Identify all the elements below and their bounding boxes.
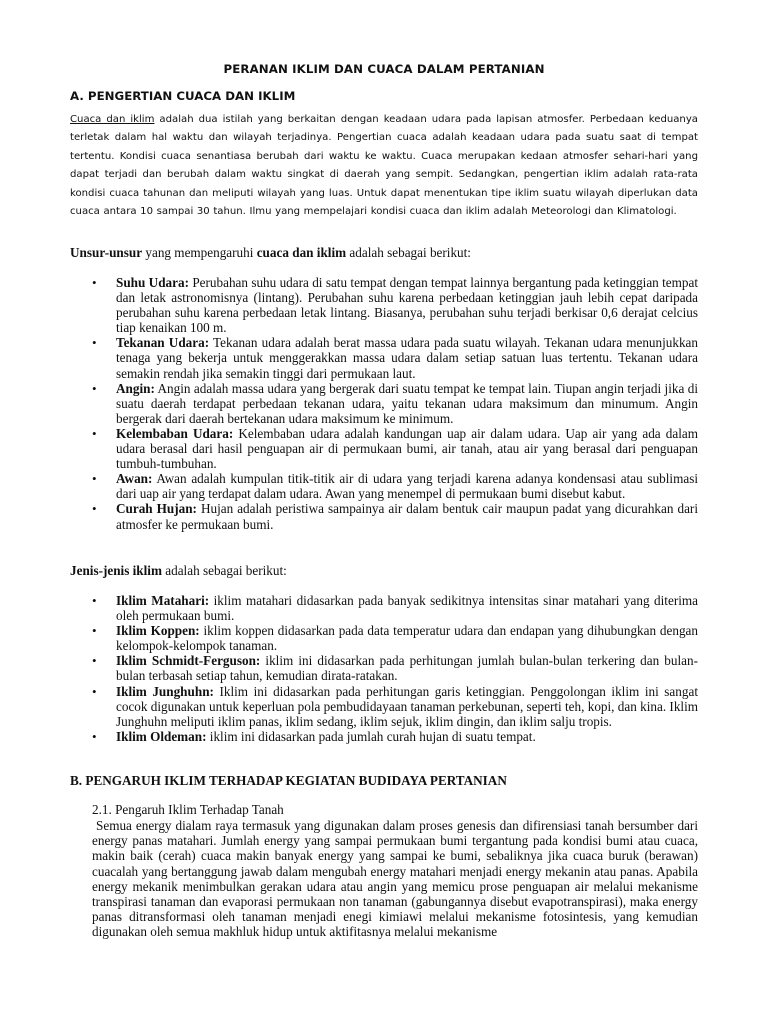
unsur-lead-bold: Unsur-unsur [70, 245, 143, 260]
jenis-lead [70, 563, 698, 578]
subsection-body: Semua energy dialam raya termasuk yang digunakan dalam proses genesis dan difirensiasi tanah bersumber dari energy panas matahari. Jumlah energy yang sampai permukaan bumi tergantung pada kondisi bumi atau cuaca, makin baik (cerah) cuaca makin banyak energy yang sampai ke bumi, sebaliknya jika cuaca buruk (berawan) cuacalah yang bertanggung jawab dalam mengubah energy matahari menjadi energy mekanin atau panas. Apabila energy mekanik menimbulkan gerakan udara atau angin yang memicu prose penguapan air melalui mekanisme transpirasi tanaman dan evaporasi permukaan non tanaman (gabungannya disebut evapotranspirasi), maka energy panas ditransformasi oleh tanaman menjadi enegi kimiawi melalui mekanisme fotosintesis, yang kemudian digunakan oleh semua makhluk hidup untuk aktifitasnya melalui mekanisme [92, 818, 698, 940]
list-item [116, 593, 698, 623]
jenis-lead-bold: Jenis-jenis iklim [70, 563, 162, 578]
unsur-lead-bold2: cuaca dan iklim [256, 245, 347, 260]
intro-paragraph [70, 111, 698, 221]
list-item [116, 381, 698, 426]
item-term: Tekanan Udara: [116, 335, 210, 351]
unsur-list [116, 275, 698, 532]
item-term: Iklim Matahari: [116, 593, 210, 608]
page-title: PERANAN IKLIM DAN CUACA DALAM PERTANIAN [223, 62, 545, 76]
item-text: iklim ini didasarkan pada jumlah curah hujan di suatu tempat. [206, 728, 536, 744]
item-text: iklim koppen didasarkan pada data temperatur udara dan endapan yang dihubungkan dengan kelompok-kelompok tanaman. [116, 623, 698, 654]
subsection-heading: 2.1. Pengaruh Iklim Terhadap Tanah [92, 802, 284, 817]
unsur-lead [70, 245, 698, 260]
item-text: Tekanan udara adalah berat massa udara pada suatu wilayah. Tekanan udara menunjukkan tenaga yang bekerja untuk menggerakkan massa udara dalam setiap satuan luas tertentu. Tekanan udara semakin rendah jika semakin tinggi dari permukaan laut. [116, 335, 698, 381]
intro-text: adalah dua istilah yang berkaitan dengan keadaan udara pada lapisan atmosfer. Perbedaan keduanya terletak dalam hal waktu dan wilayah terjadinya. Pengertian cuaca adalah keadaan udara pada suatu saat di tempat tertentu. Kondisi cuaca senantiasa berubah dari waktu ke waktu. Cuaca merupakan kedaan atmosfer sehari-hari yang dapat terjadi dan berubah dalam waktu singkat di daerah yang sempit. Sedangkan, pengertian iklim adalah rata-rata kondisi cuaca tahunan dan meliputi wilayah yang luas. Untuk dapat menentukan tipe iklim suatu wilayah diperlukan data cuaca antara 10 sampai 30 tahun. Ilmu yang mempelajari kondisi cuaca dan iklim adalah Meteorologi dan Klimatologi. [70, 114, 698, 218]
intro-term: Cuaca dan iklim [70, 114, 155, 125]
item-term: Iklim Oldeman: [116, 728, 207, 744]
item-text: iklim matahari didasarkan pada banyak sedikitnya intensitas sinar matahari yang diterima oleh permukaan bumi. [116, 593, 698, 624]
item-term: Curah Hujan: [116, 501, 197, 517]
item-text: Awan adalah kumpulan titik-titik air di udara yang terjadi karena adanya kondensasi atau sublimasi dari uap air yang terdapat dalam udara. Awan yang menempel di permukaan bumi disebut kabut. [116, 471, 698, 502]
list-item [116, 729, 698, 744]
list-item [116, 471, 698, 501]
item-term: Iklim Koppen: [116, 623, 200, 639]
item-text: Angin adalah massa udara yang bergerak dari suatu tempat ke tempat lain. Tiupan angin terjadi jika di suatu daerah terdapat perbedaan tekanan udara, yaitu tekanan udara maksimum dan minumum. Angin bergerak dari daerah bertekanan udara maksimum ke minimum. [116, 380, 698, 426]
section-b-heading: B. PENGARUH IKLIM TERHADAP KEGIATAN BUDIDAYA PERTANIAN [70, 773, 507, 788]
item-term: Iklim Schmidt-Ferguson: [116, 653, 261, 669]
item-text: Perubahan suhu udara di satu tempat dengan tempat lainnya bergantung pada ketinggian tempat dan letak astronomisnya (lintang). Perubahan suhu karena perbedaan ketinggian jauh lebih cepat daripada perubahan suhu karena perbedaan letak lintang. Biasanya, perubahan suhu terjadi berkisar 0,6 derajat celcius tiap kenaikan 100 m. [116, 275, 698, 336]
item-text: Hujan adalah peristiwa sampainya air dalam bentuk cair maupun padat yang dicurahkan dari atmosfer ke permukaan bumi. [116, 501, 698, 532]
jenis-list [116, 593, 698, 744]
item-term: Iklim Junghuhn: [116, 683, 214, 699]
section-a-heading: A. PENGERTIAN CUACA DAN IKLIM [70, 89, 296, 103]
unsur-lead-mid: yang mempengaruhi [142, 245, 257, 260]
item-term: Kelembaban Udara: [116, 425, 234, 441]
list-item [116, 684, 698, 729]
item-text: Kelembaban udara adalah kandungan uap air dalam udara. Uap air yang ada dalam udara berasal dari hasil penguapan air di permukaan bumi, air tanah, atau air yang berasal dari penguapan tumbuh-tumbuhan. [116, 425, 698, 472]
jenis-lead-end: adalah sebagai berikut: [161, 563, 287, 578]
item-term: Suhu Udara: [116, 275, 189, 290]
list-item [116, 653, 698, 683]
list-item [116, 501, 698, 531]
list-item [116, 335, 698, 380]
item-term: Angin: [116, 380, 155, 396]
item-text: iklim ini didasarkan pada perhitungan jumlah bulan-bulan terkering dan bulan-bulan terbasah setiap tahun, kemudian dirata-ratakan. [116, 653, 698, 684]
list-item [116, 275, 698, 335]
item-term: Awan: [116, 471, 153, 487]
list-item [116, 623, 698, 653]
list-item [116, 426, 698, 471]
item-text: Iklim ini didasarkan pada perhitungan garis ketinggian. Penggolongan iklim ini sangat cocok digunakan untuk keperluan pola pembudidayaan tanaman perkebunan, seperti teh, kopi, dan kina. Iklim Junghuhn meliputi iklim panas, iklim sedang, iklim sejuk, iklim dingin, dan iklim salju tropis. [116, 683, 698, 729]
unsur-lead-end: adalah sebagai berikut: [346, 245, 471, 260]
